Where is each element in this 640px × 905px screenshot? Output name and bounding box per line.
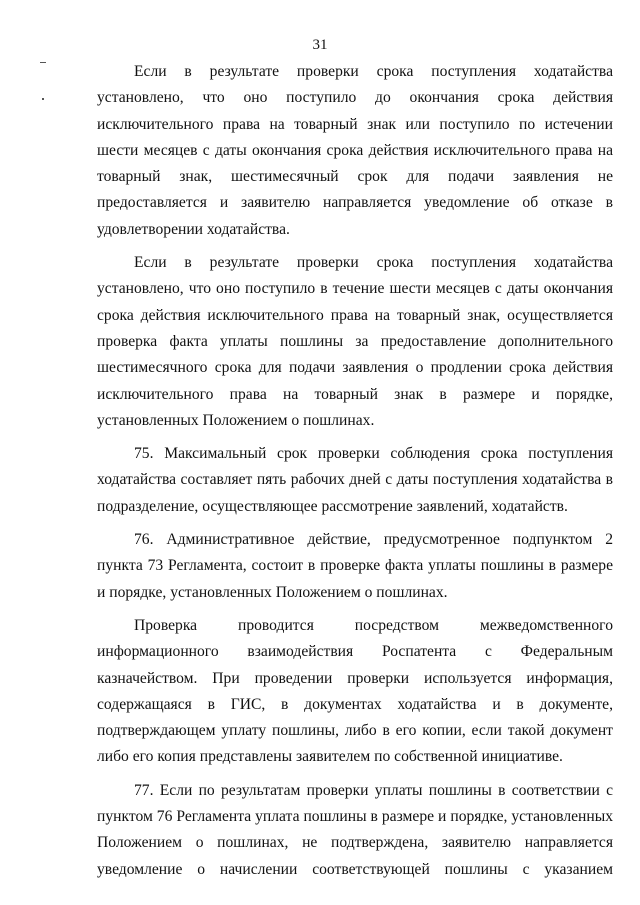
scan-artifact-dot: [42, 98, 44, 100]
paragraph-76: 76. Административное действие, предусмотренное подпунктом 2 пункта 73 Регламента, состоит в проверке факта уплаты пошлины в размере и порядке, установленных Положением о пошлинах.: [97, 531, 613, 601]
scan-artifact-dash: [40, 62, 46, 63]
paragraph-75: 75. Максимальный срок проверки соблюдения срока поступления ходатайства составляет пять рабочих дней с даты поступления ходатайства в подразделение, осуществляющее рассмотрение заявлений, ходатайств.: [97, 445, 613, 515]
paragraph-1: Если в результате проверки срока поступления ходатайства установлено, что оно поступило до окончания срока действия исключительного права на товарный знак или поступило по истечении шести месяцев с даты окончания срока действия исключительного права на товарный знак, шестимесячный срок для подачи заявления не предоставляется и заявителю направляется уведомление об отказе в удовлетворении ходатайства.: [97, 63, 613, 238]
paragraph-2: Если в результате проверки срока поступления ходатайства установлено, что оно поступило в течение шести месяцев с даты окончания срока действия исключительного права на товарный знак, осуществляется проверка факта уплаты пошлины за предоставление дополнительного шестимесячного срока для подачи заявления о продлении срока действия исключительного права на товарный знак в размере и порядке, установленных Положением о пошлинах.: [97, 254, 613, 429]
document-body: [97, 59, 613, 883]
paragraph-77: 77. Если по результатам проверки уплаты пошлины в соответствии с пунктом 76 Регламента уплата пошлины в размере и порядке, установленных Положением о пошлинах, не подтверждена, заявителю направляется уведомление о начислении соответствующей пошлины с указанием: [97, 781, 613, 878]
paragraph-76-check: Проверка проводится посредством межведомственного информационного взаимодействия Роспатента с Федеральным казначейством. При проведении проверки используется информация, содержащаяся в ГИС, в документах ходатайства и в документе, подтверждающем уплату пошлины, либо в его копии, если такой документ либо его копия представлены заявителем по собственной инициативе.: [97, 616, 613, 766]
page-number: 31: [312, 37, 328, 53]
